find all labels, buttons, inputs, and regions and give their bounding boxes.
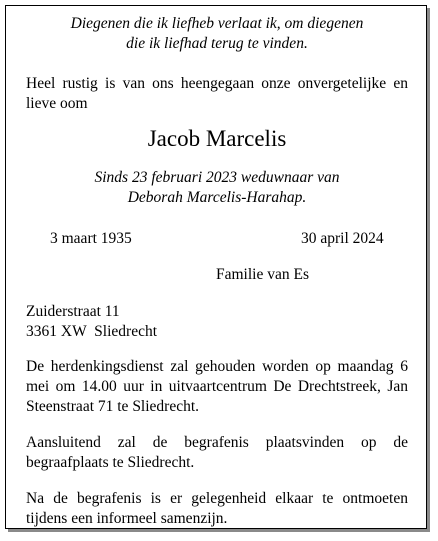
widower-note <box>6 168 428 208</box>
address-block <box>26 302 408 342</box>
address-postcode-city: 3361 XW Sliedrecht <box>26 323 158 340</box>
widower-line: Deborah Marcelis-Harahap. <box>127 189 307 206</box>
motto-line: Diegenen die ik liefheb verlaat ik, om diegenen <box>70 15 364 32</box>
service-text: De herdenkingsdienst zal gehouden worden op maandag 6 mei om 14.00 uur in uitvaartcentrum De Drechtstreek, Jan Steenstraat 71 te Sliedrecht. <box>26 358 408 415</box>
motto-line: die ik liefhad terug te vinden. <box>126 35 308 52</box>
burial-text: Aansluitend zal de begrafenis plaatsvinden op de begraafplaats te Sliedrecht. <box>26 434 408 471</box>
widower-line: Sinds 23 februari 2023 weduwnaar van <box>94 169 340 186</box>
gathering-text: Na de begrafenis is er gelegenheid elkaar te ontmoeten tijdens een informeel samenzijn. <box>26 490 408 527</box>
motto-quote <box>6 14 428 54</box>
deceased-name: Jacob Marcelis <box>147 126 287 151</box>
family-signature: Familie van Es <box>216 266 309 283</box>
birth-date: 3 maart 1935 <box>50 230 132 247</box>
address-street: Zuiderstraat 11 <box>26 303 120 320</box>
death-date: 30 april 2024 <box>301 230 384 247</box>
obituary-card <box>5 5 427 529</box>
intro-text: Heel rustig is van ons heengegaan onze onvergetelijke en lieve oom <box>26 75 408 112</box>
